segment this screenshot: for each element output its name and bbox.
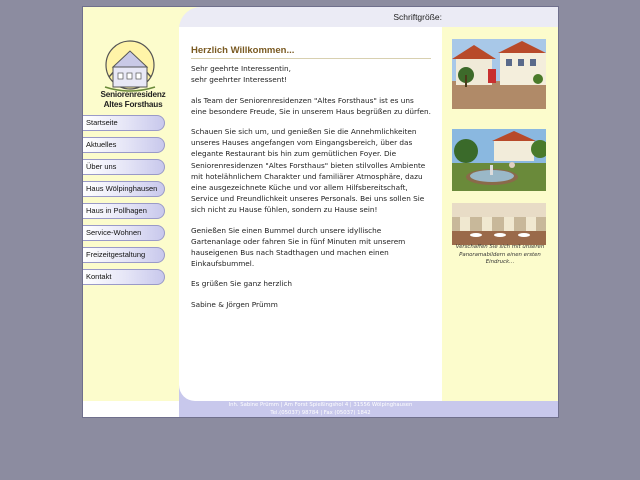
signature: Sabine & Jörgen Prümm bbox=[191, 299, 278, 309]
nav-item-aktuelles[interactable]: Aktuelles bbox=[83, 137, 165, 153]
nav-item-haus-pollhagen[interactable]: Haus in Pollhagen bbox=[83, 203, 165, 219]
logo-line1: Seniorenresidenz bbox=[100, 90, 166, 99]
photo-panorama-interior[interactable] bbox=[452, 203, 546, 245]
photo-house-exterior[interactable] bbox=[452, 39, 546, 109]
main-nav bbox=[83, 115, 167, 291]
left-column bbox=[83, 7, 179, 401]
photo-garden-fountain[interactable] bbox=[452, 129, 546, 191]
page-title: Herzlich Willkommen... bbox=[191, 45, 431, 59]
page-container bbox=[82, 6, 559, 418]
greeting-line2: sehr geehrter Interessent! bbox=[191, 75, 288, 85]
nav-item-haus-woelpinghausen[interactable]: Haus Wölpinghausen bbox=[83, 181, 165, 197]
paragraph-intro: als Team der Seniorenresidenzen "Altes Forsthaus" ist es uns eine besondere Freude, Sie in unserem Haus begrüßen zu dürfen. bbox=[191, 95, 431, 116]
nav-item-kontakt[interactable]: Kontakt bbox=[83, 269, 165, 285]
closing-line: Es grüßen Sie ganz herzlich bbox=[191, 279, 292, 289]
nav-item-startseite[interactable]: Startseite bbox=[83, 115, 165, 131]
font-size-label[interactable]: Schriftgröße: bbox=[393, 12, 442, 22]
nav-item-freizeitgestaltung[interactable]: Freizeitgestaltung bbox=[83, 247, 165, 263]
logo-line2: Altes Forsthaus bbox=[103, 100, 163, 109]
top-bar bbox=[179, 7, 559, 27]
logo-text bbox=[89, 90, 177, 110]
greeting-line1: Sehr geehrte Interessentin, bbox=[191, 64, 291, 74]
panorama-caption: Verschaffen Sie sich mit unseren Panoramabildern einen ersten Eindruck... bbox=[455, 244, 545, 265]
footer-address: Inh. Sabine Prümm | Am Forst Spießingshol 4 | 31556 Wölpinghausen bbox=[228, 402, 413, 408]
nav-item-ueber-uns[interactable]: Über uns bbox=[83, 159, 165, 175]
greeting bbox=[191, 63, 431, 85]
paragraph-garden: Genießen Sie einen Bummel durch unsere idyllische Gartenanlage oder fahren Sie in fünf Minuten mit unserem hauseigenen Bus nach Stadthagen und machen einen Einkaufsbummel. bbox=[191, 225, 406, 269]
right-column bbox=[442, 27, 559, 401]
footer-phone: Tel.(05037) 98784 | Fax (05037) 1842 bbox=[270, 409, 371, 416]
nav-item-service-wohnen[interactable]: Service-Wohnen bbox=[83, 225, 165, 241]
main-content bbox=[179, 27, 442, 401]
footer-text bbox=[179, 402, 462, 417]
paragraph-ambiente: Schauen Sie sich um, und genießen Sie die Annehmlichkeiten unseres Hauses angefangen vom Eingangsbereich, über das elegante Restaurant bis hin zum gemütlichen Foyer. Die Seniorenresidenzen "Altes Forsthaus" bieten stilvolles Ambiente mit hotelähnlichem Charakter und familiärer Atmosphäre, dazu eine ausgezeichnete Küche und vor allem Hilfsbereitschaft, Service und Freundlichkeit unseres Personals. Bei uns sollen Sie sich nicht zu Hause fühlen, sondern zu Hause sein! bbox=[191, 127, 426, 215]
welcome-text bbox=[191, 45, 431, 319]
